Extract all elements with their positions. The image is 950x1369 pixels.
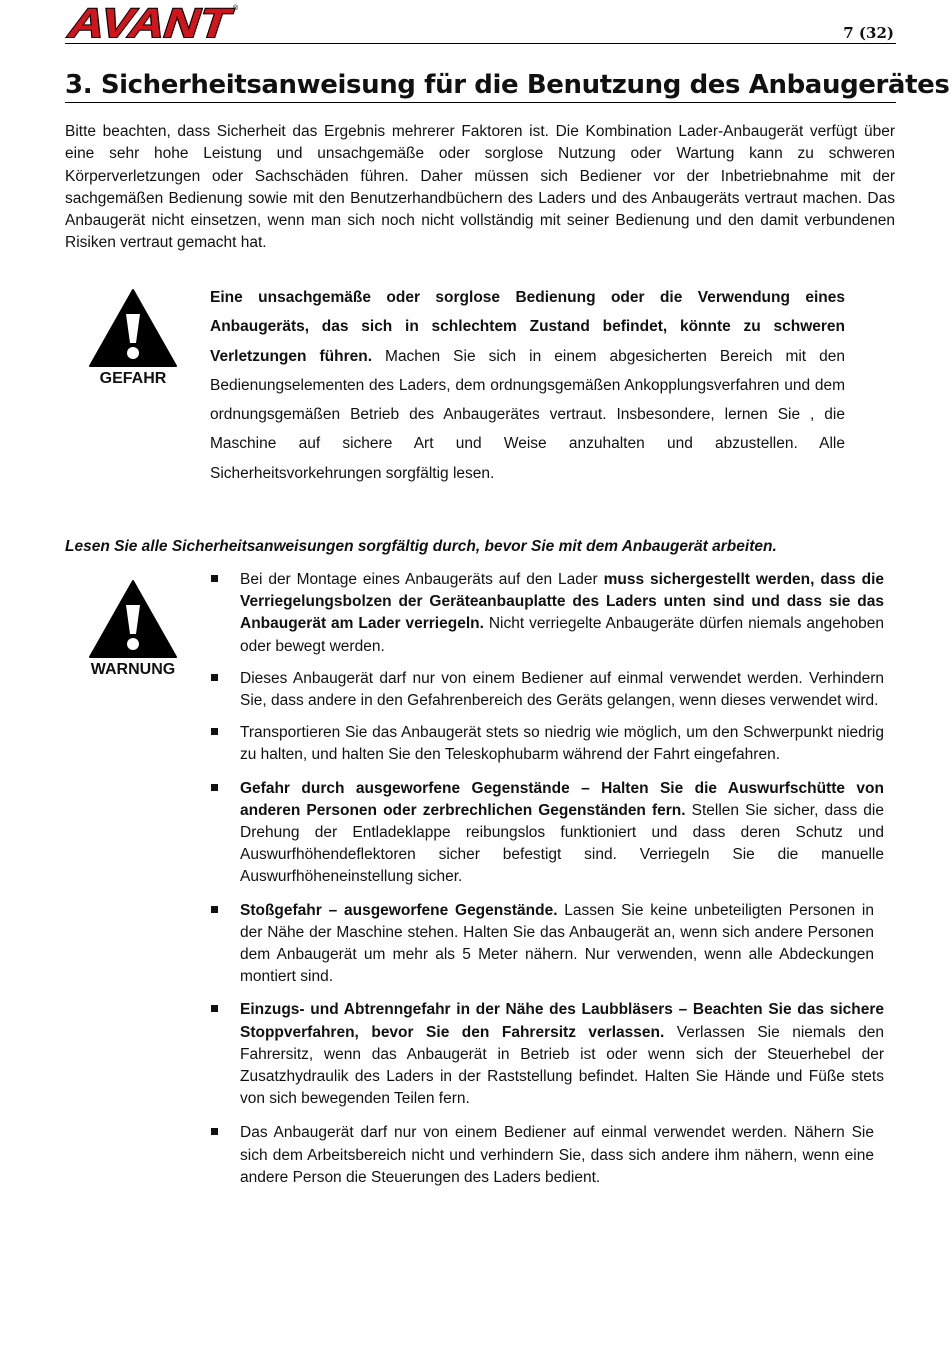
safety-bullet-list: [210, 569, 884, 1189]
bullet-square-icon: [211, 728, 218, 735]
list-item: [210, 722, 884, 766]
section-title: 3. Sicherheitsanweisung für die Benutzung des Anbaugerätes: [65, 70, 950, 100]
bullet-square-icon: [211, 674, 218, 681]
danger-body-text: Machen Sie sich in einem abgesicherten Bereich mit den Bedienungselementen des Laders, dem ordnungsgemäßen Ankopplungsverfahren und dem ordnungsgemäßen Betrieb des Anbaugerätes vertraut. Insbesondere, lernen Sie , die Maschine auf sichere Art und Weise anzuhalten und abzustellen. Alle Sicherheitsvorkehrungen sorgfältig lesen.: [210, 347, 845, 482]
warning-label: WARNUNG: [90, 661, 176, 678]
bullet-bold-text: Stoßgefahr – ausgeworfene Gegenstände.: [240, 901, 558, 919]
list-item: [210, 569, 884, 658]
bullet-bold-text: Gefahr durch ausgeworfene Gegenstände – Halten Sie die Auswurfschütte von anderen Personen oder zerbrechlichen Gegenständen fern.: [240, 779, 884, 819]
warning-triangle-icon: [88, 288, 178, 368]
bullet-text: Transportieren Sie das Anbaugerät stets so niedrig wie möglich, um den Schwerpunkt niedrig zu halten, und halten Sie den Teleskophubarm während der Fahrt eingefahren.: [240, 724, 884, 764]
danger-text: [210, 283, 845, 488]
bullet-text: Bei der Montage eines Anbaugeräts auf den Lader: [240, 571, 604, 588]
danger-label: GEFAHR: [99, 370, 167, 387]
bullet-text: Lassen Sie keine unbeteiligten Personen in der Nähe der Maschine stehen. Halten Sie das Anbaugerät an, wenn sich andere Personen dem Anbaugerät um mehr als 5 Meter nähern. Nur verwenden, wenn alle Abdeckungen montiert sind.: [240, 901, 874, 986]
lead-instruction: Lesen Sie alle Sicherheitsanweisungen sorgfältig durch, bevor Sie mit dem Anbaugerät arbeiten.: [65, 538, 777, 555]
bullet-square-icon: [211, 575, 218, 582]
page-number: 7 (32): [843, 24, 894, 42]
list-item: [210, 999, 884, 1110]
avant-logo-mark: [63, 2, 241, 42]
bullet-square-icon: [211, 1005, 218, 1012]
avant-logo: [63, 2, 241, 42]
bullet-square-icon: [211, 784, 218, 791]
warning-triangle-icon: [88, 579, 178, 659]
title-divider: [65, 102, 896, 103]
bullet-text: Dieses Anbaugerät darf nur von einem Bediener auf einmal verwendet werden. Verhindern Sie, dass andere in den Gefahrenbereich des Geräts gelangen, wenn dieses verwendet wird.: [240, 669, 884, 710]
list-item: [210, 1122, 874, 1189]
list-item: [210, 778, 884, 889]
list-item: [210, 668, 884, 712]
bullet-bold-text: muss sichergestellt werden, dass die Verriegelungsbolzen der Geräteanbauplatte des Laders unten sind und dass sie das Anbaugerät am Lader verriegeln.: [240, 571, 884, 633]
danger-bold-text: Eine unsachgemäße oder sorglose Bedienung oder die Verwendung eines Anbaugeräts, das sich in schlechtem Zustand befindet, könnte zu schweren Verletzungen führen.: [210, 289, 845, 365]
bullet-text: Stellen Sie sicher, dass die Drehung der Entladeklappe reibungslos funktioniert und dass deren Schutz und Auswurfhöhendeflektoren sicher befestigt sind. Verriegeln Sie die manuelle Auswurfhöheneinstellung sicher.: [240, 801, 884, 886]
bullet-text: Das Anbaugerät darf nur von einem Bediener auf einmal verwendet werden. Nähern Sie sich dem Arbeitsbereich nicht und verhindern Sie, dass sich andere ihm nähern, wenn eine andere Person die Steuerungen des Laders bedient.: [240, 1124, 874, 1186]
bullet-square-icon: [211, 1128, 218, 1135]
bullet-square-icon: [211, 906, 218, 913]
danger-sign: [85, 288, 181, 388]
warning-sign: [85, 579, 181, 679]
intro-paragraph: Bitte beachten, dass Sicherheit das Ergebnis mehrerer Faktoren ist. Die Kombination Lader-Anbaugerät verfügt über eine sehr hohe Leistung und unsachgemäße oder sorglose Nutzung oder Wartung kann zu schweren Körperverletzungen oder Sachschäden führen. Daher müssen sich Bediener vor der Inbetriebnahme mit der sachgemäßen Bedienung sowie mit den Benutzerhandbüchern des Laders und des Anbaugeräts vertraut machen. Das Anbaugerät nicht einsetzen, wenn man sich noch nicht vollständig mit seiner Bedienung und den damit verbundenen Risiken vertraut gemacht hat.: [65, 123, 895, 252]
logo-text: AVANT: [63, 2, 213, 42]
bullet-text: Verlassen Sie niemals den Fahrersitz, wenn das Anbaugerät in Betrieb ist oder wenn sich der Steuerhebel der Zusatzhydraulik des Laders in der Raststellung befindet. Halten Sie Hände und Füße stets von sich bewegenden Teilen fern.: [240, 1023, 884, 1108]
header-divider: [65, 43, 896, 44]
svg-text:®: ®: [233, 5, 239, 12]
bullet-text: Nicht verriegelte Anbaugeräte dürfen niemals angehoben oder bewegt werden.: [240, 615, 884, 655]
list-item: [210, 900, 874, 989]
bullet-bold-text: Einzugs- und Abtrenngefahr in der Nähe des Laubbläsers – Beachten Sie das sichere Stoppverfahren, bevor Sie den Fahrersitz verlassen.: [240, 1001, 884, 1041]
